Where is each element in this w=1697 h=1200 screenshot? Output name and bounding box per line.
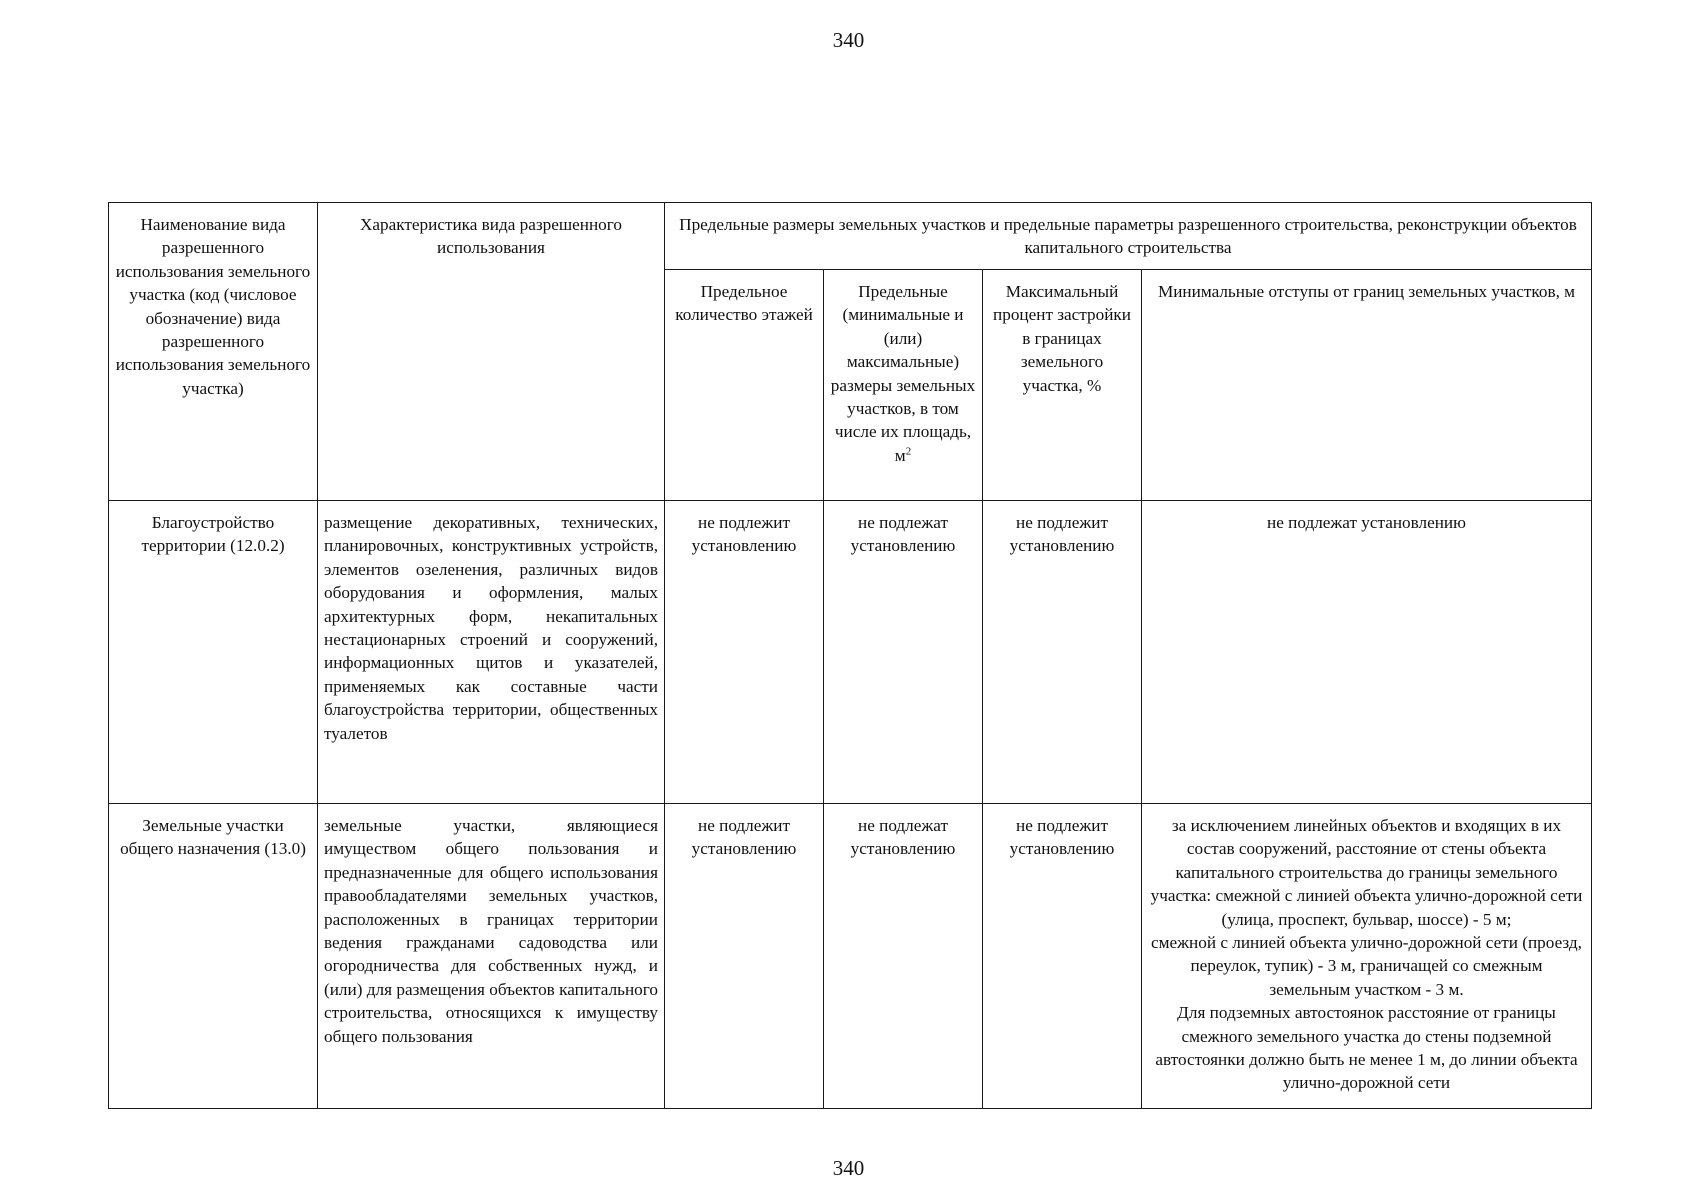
- header-plot-size-text: Предельные (минимальные и (или) максимальные) размеры земельных участков, в том числе их площадь, м: [830, 282, 976, 465]
- row2-coverage: не подлежит установлению: [983, 804, 1142, 1109]
- row1-name: Благоустройство территории (12.0.2): [109, 501, 318, 804]
- row2-setbacks: [1142, 804, 1592, 1109]
- row2-setbacks-line-3: Для подземных автостоянок расстояние от границы смежного земельного участка до стены подземной автостоянки должно быть не менее 1 м, до линии объекта улично-дорожной сети: [1155, 1003, 1578, 1093]
- row2-setbacks-line-2: смежной с линией объекта улично-дорожной сети (проезд, переулок, тупик) - 3 м, граничащей со смежным земельным участком - 3 м.: [1151, 933, 1582, 999]
- page-number-top: 340: [832, 28, 865, 52]
- row2-floors: не подлежит установлению: [665, 804, 824, 1109]
- row1-characteristic: размещение декоративных, технических, планировочных, конструктивных устройств, элементов озеленения, различных видов оборудования и оформления, малых архитектурных форм, некапитальных нестационарных строений и сооружений, информационных щитов и указателей, применяемых как составные части благоустройства территории, общественных туалетов: [318, 501, 665, 804]
- row1-setbacks: не подлежат установлению: [1142, 501, 1592, 804]
- header-characteristic: Характеристика вида разрешенного использования: [318, 203, 665, 501]
- header-plot-size: [824, 270, 983, 501]
- row1-floors: не подлежит установлению: [665, 501, 824, 804]
- table-row: [109, 501, 1592, 804]
- header-limits-group: Предельные размеры земельных участков и предельные параметры разрешенного строительства, реконструкции объектов капитального строительства: [665, 203, 1592, 270]
- table-row: [109, 804, 1592, 1109]
- header-name: Наименование вида разрешенного использования земельного участка (код (числовое обозначение) вида разрешенного использования земельного участка): [109, 203, 318, 501]
- table-header-row: [109, 203, 1592, 270]
- page-number-bottom: 340: [832, 1156, 865, 1180]
- header-floors: Предельное количество этажей: [665, 270, 824, 501]
- header-coverage: Максимальный процент застройки в границах земельного участка, %: [983, 270, 1142, 501]
- header-setbacks: Минимальные отступы от границ земельных участков, м: [1142, 270, 1592, 501]
- row2-setbacks-line-1: за исключением линейных объектов и входящих в их состав сооружений, расстояние от стены объекта капитального строительства до границы земельного участка: смежной с линией объекта улично-дорожной сети (улица, проспект, бульвар, шоссе) - 5 м;: [1150, 816, 1583, 929]
- row1-coverage: не подлежит установлению: [983, 501, 1142, 804]
- row2-characteristic: земельные участки, являющиеся имуществом общего пользования и предназначенные для общего использования правообладателями земельных участков, расположенных в границах территории ведения гражданами садоводства или огородничества для собственных нужд, и (или) для размещения объектов капитального строительства, относящихся к имуществу общего пользования: [318, 804, 665, 1109]
- row2-plot-size: не подлежат установлению: [824, 804, 983, 1109]
- row1-plot-size: не подлежат установлению: [824, 501, 983, 804]
- header-plot-size-sup: 2: [905, 445, 912, 458]
- row2-name: Земельные участки общего назначения (13.0): [109, 804, 318, 1109]
- land-use-regulations-table: [108, 202, 1592, 1109]
